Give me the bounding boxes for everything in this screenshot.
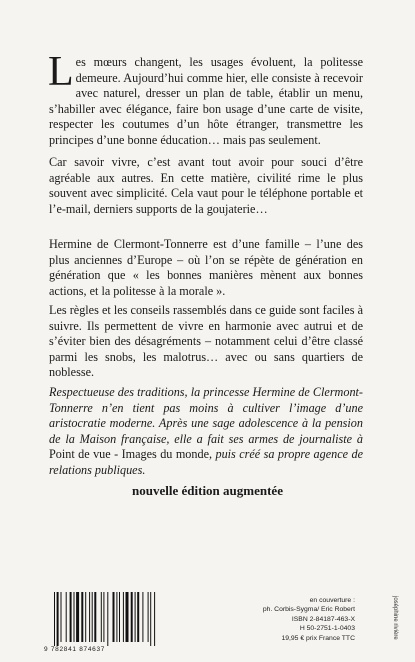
author-bio-part1: Respectueuse des traditions, la princesse Hermine de Clermont-Tonnerre n’en tient pas moins à cultiver l’image d’une aristocratie moderne. Après une sage adolescence à la pension de la Maison française, elle a fait ses armes de journaliste à: [49, 385, 363, 446]
barcode-bar: [81, 592, 83, 642]
barcode-bar: [113, 592, 115, 642]
paragraph-rules-text: Les règles et les conseils rassemblés dans ce guide sont faciles à suivre. Ils permettent de vivre en harmonie avec autrui et de s’éviter bien des désagréments – notamment celui d’être classé parmi les snobs, les malotrus… avec ou sans quartiers de noblesse.: [49, 303, 363, 380]
credits-price: 19,95 € prix France TTC: [281, 634, 355, 642]
barcode-bar: [94, 592, 96, 642]
barcode-bar: [61, 592, 62, 642]
barcode-bar: [70, 592, 72, 642]
paragraph-author-family: [49, 237, 363, 299]
credits-cover-label: en couverture :: [309, 597, 355, 604]
barcode-bar: [137, 592, 139, 642]
paragraph-savoir-vivre-text: Car savoir vivre, c’est avant tout avoir pour souci d’être agréable aux autres. En cette matière, civilité rime le plus souvent avec simplicité. Cela vaut pour le téléphone portable et l’e-mail, derniers supports de la goujaterie…: [49, 155, 363, 216]
paragraph-intro: [48, 49, 363, 149]
edition-label: nouvelle édition augmentée: [132, 483, 283, 498]
credits-block: [263, 596, 355, 643]
drop-cap: L: [48, 49, 74, 95]
barcode-bar: [76, 592, 79, 642]
author-bio-part2: , puis créé sa propre agence de relations publiques.: [49, 447, 363, 477]
barcode-bar: [103, 592, 104, 642]
paragraph-intro-text: es mœurs changent, les usages évoluent, la politesse demeure. Aujourd’hui comme hier, elle consiste à recevoir avec naturel, dresser un plan de table, établir un menu, s’habiller avec élégance, faire bon usage d’une carte de visite, respecter les coutumes d’un hôte étranger, transmettre les principes d’une bonne éducation… mais pas seulement.: [49, 55, 363, 147]
barcode-bar: [123, 592, 124, 642]
barcode-bar: [119, 592, 120, 642]
barcode-bar: [101, 592, 102, 642]
credits-isbn: ISBN 2-84187-463-X: [291, 615, 355, 623]
barcode-bar: [154, 592, 155, 646]
vertical-credit: joséphine rivière: [392, 596, 398, 640]
barcode-bar: [57, 592, 59, 646]
barcode-digits: 9 782841 874637: [44, 646, 106, 653]
barcode-bar: [131, 592, 133, 642]
barcode-bar: [89, 592, 90, 642]
barcode-bar: [66, 592, 67, 642]
barcode-bar: [148, 592, 149, 642]
barcode-bar: [135, 592, 136, 642]
paragraph-rules: [49, 303, 363, 381]
barcode-bar: [54, 592, 55, 646]
barcode-bar: [107, 592, 108, 646]
barcode-bar: [150, 592, 151, 646]
barcode-bar: [85, 592, 86, 642]
magazine-title: Point de vue - Images du monde: [49, 447, 209, 462]
credits-photo: ph. Corbis-Sygma/ Eric Robert: [262, 606, 355, 614]
paragraph-savoir-vivre: [49, 155, 363, 217]
author-bio: [49, 385, 363, 479]
barcode-bar: [74, 592, 75, 642]
barcode-bar: [116, 592, 117, 642]
credits-code: H 50-2751-1-0403: [299, 625, 355, 633]
paragraph-author-family-text: Hermine de Clermont-Tonnerre est d’une famille – l’une des plus anciennes d’Europe – où l’on se répète de génération en génération que « les bonnes manières mènent aux bonnes actions, et la politesse à la morale ».: [49, 237, 363, 298]
barcode: [48, 592, 168, 648]
barcode-bar: [92, 592, 93, 642]
barcode-bar: [126, 592, 129, 642]
barcode-bar: [142, 592, 143, 642]
